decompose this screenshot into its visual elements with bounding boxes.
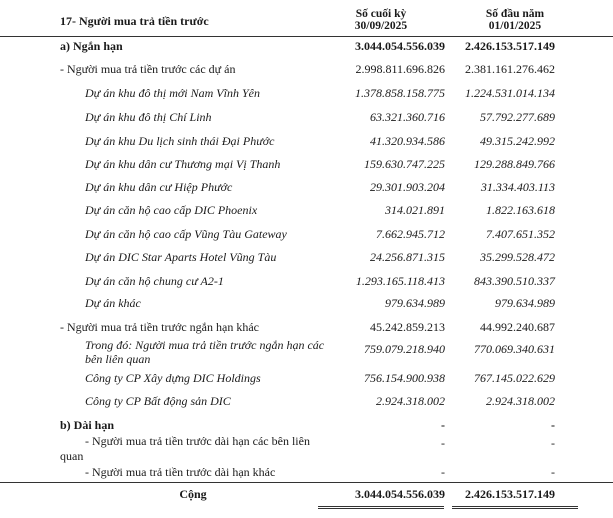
row-label: - Người mua trả tiền trước dài hạn khác xyxy=(85,465,276,479)
row-label: - Người mua trả tiền trước ngắn hạn khác xyxy=(60,320,259,334)
row-label: Công ty CP Xây dựng DIC Holdings xyxy=(85,371,261,385)
total-value-begin: 2.426.153.517.149 xyxy=(465,487,555,501)
column-header-begin-line1: Số đầu năm xyxy=(485,8,545,20)
row-label: Dự án khu đô thị Chí Linh xyxy=(85,110,212,124)
row-label: a) Ngắn hạn xyxy=(60,39,123,53)
row-value-end: 29.301.903.204 xyxy=(370,180,445,194)
row-value-begin: 2.426.153.517.149 xyxy=(465,39,555,53)
column-header-end-line1: Số cuối kỳ xyxy=(355,8,407,20)
row-value-end: 7.662.945.712 xyxy=(376,227,445,241)
row-value-begin: - xyxy=(551,418,555,432)
row-label-line1: Trong đó: Người mua trả tiền trước ngắn hạn các xyxy=(85,338,325,352)
row-value-begin: 1.822.163.618 xyxy=(486,203,555,217)
table-row xyxy=(0,434,613,464)
row-value-begin: 7.407.651.352 xyxy=(486,227,555,241)
total-double-underline-end xyxy=(318,508,444,509)
row-label: Công ty CP Bất động sản DIC xyxy=(85,394,231,408)
row-label-line2: bên liên quan xyxy=(85,352,151,366)
row-value-end: - xyxy=(441,418,445,432)
row-value-end: 759.079.218.940 xyxy=(364,342,445,356)
row-label: Dự án khu đô thị mới Nam Vĩnh Yên xyxy=(85,86,260,100)
row-value-begin: 979.634.989 xyxy=(495,296,555,310)
column-header-begin-line2: 01/01/2025 xyxy=(488,20,542,32)
row-value-end: 45.242.859.213 xyxy=(370,320,445,334)
column-header-begin xyxy=(452,8,578,32)
column-header-end xyxy=(318,8,444,32)
row-value-begin: 2.924.318.002 xyxy=(486,394,555,408)
row-label: Dự án khác xyxy=(85,296,141,310)
row-value-begin: 57.792.277.689 xyxy=(480,110,555,124)
row-value-end: 1.378.858.158.775 xyxy=(355,86,445,100)
row-label: Dự án căn hộ cao cấp DIC Phoenix xyxy=(85,203,258,217)
row-value-begin: 1.224.531.014.134 xyxy=(465,86,555,100)
row-value-begin: 2.381.161.276.462 xyxy=(465,62,555,76)
row-label-line2: quan xyxy=(60,449,84,463)
row-label: Dự án DIC Star Aparts Hotel Vũng Tàu xyxy=(85,250,277,264)
row-value-begin: 44.992.240.687 xyxy=(480,320,555,334)
row-label: Dự án căn hộ chung cư A2-1 xyxy=(85,274,224,288)
row-value-end: 756.154.900.938 xyxy=(364,371,445,385)
row-label: Dự án khu dân cư Thương mại Vị Thanh xyxy=(85,157,281,171)
row-value-end: 41.320.934.586 xyxy=(370,134,445,148)
row-label: Dự án khu dân cư Hiệp Phước xyxy=(85,180,233,194)
total-underline-end xyxy=(318,506,444,507)
row-value-begin: 49.315.242.992 xyxy=(480,134,555,148)
row-label-line1: - Người mua trả tiền trước dài hạn các bên liên xyxy=(85,434,310,448)
row-label: Dự án khu Du lịch sinh thái Đại Phước xyxy=(85,134,275,148)
row-value-begin: 767.145.022.629 xyxy=(474,371,555,385)
row-value-begin: 770.069.340.631 xyxy=(474,342,555,356)
header-rule xyxy=(0,36,613,37)
row-value-end: 159.630.747.225 xyxy=(364,157,445,171)
row-value-end: - xyxy=(441,465,445,479)
row-value-begin: 35.299.528.472 xyxy=(480,250,555,264)
total-underline-begin xyxy=(452,506,578,507)
row-value-begin: - xyxy=(551,465,555,479)
table-row xyxy=(0,338,613,368)
row-value-end: 2.924.318.002 xyxy=(376,394,445,408)
total-double-underline-begin xyxy=(452,508,578,509)
row-value-end: 979.634.989 xyxy=(385,296,445,310)
total-value-end: 3.044.054.556.039 xyxy=(355,487,445,501)
row-value-end: 3.044.054.556.039 xyxy=(355,39,445,53)
row-value-begin: 129.288.849.766 xyxy=(474,157,555,171)
row-value-end: 314.021.891 xyxy=(385,203,445,217)
row-value-end: 1.293.165.118.413 xyxy=(355,274,445,288)
row-value-begin: 31.334.403.113 xyxy=(480,180,555,194)
row-value-begin: 843.390.510.337 xyxy=(474,274,555,288)
section-title: 17- Người mua trả tiền trước xyxy=(60,14,209,28)
row-label: b) Dài hạn xyxy=(60,418,115,432)
row-label: Dự án căn hộ cao cấp Vũng Tàu Gateway xyxy=(85,227,287,241)
row-value-end: - xyxy=(441,436,445,450)
row-value-end: 2.998.811.696.826 xyxy=(355,62,445,76)
row-value-begin: - xyxy=(551,436,555,450)
column-header-end-line2: 30/09/2025 xyxy=(354,20,408,32)
row-value-end: 63.321.360.716 xyxy=(370,110,445,124)
total-label: Cộng xyxy=(179,487,207,501)
row-value-end: 24.256.871.315 xyxy=(370,250,445,264)
total-top-rule xyxy=(0,482,613,483)
row-label: - Người mua trả tiền trước các dự án xyxy=(60,62,236,76)
